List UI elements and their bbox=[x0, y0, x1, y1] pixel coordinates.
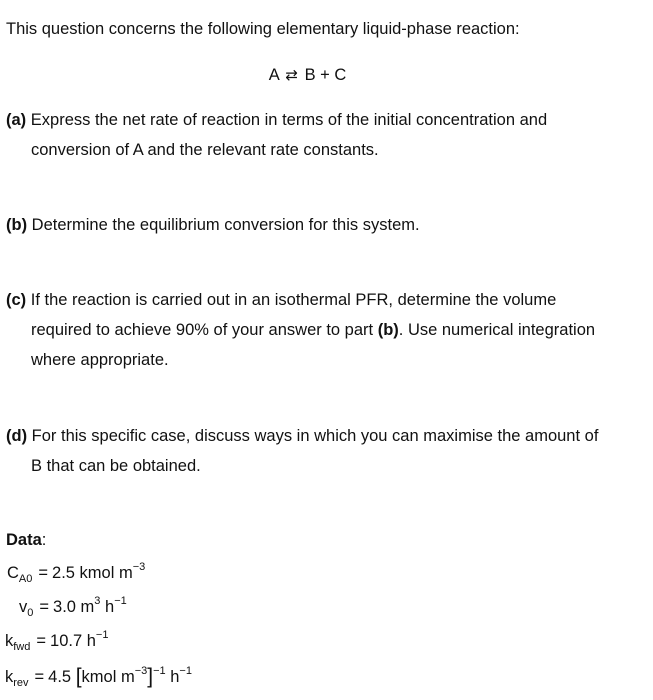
part-a-line-2 bbox=[31, 140, 379, 160]
data-row-kfwd bbox=[5, 630, 108, 652]
v0-equals: = bbox=[39, 598, 50, 616]
kfwd-subscript: fwd bbox=[13, 641, 31, 653]
v0-letter: v bbox=[19, 598, 28, 616]
part-d-line-1 bbox=[6, 426, 598, 446]
krev-letter: k bbox=[5, 668, 14, 686]
part-c-line-2 bbox=[31, 320, 595, 340]
v0-exponent-1: 3 bbox=[94, 595, 101, 607]
ca0-value: 2.5 kmol m bbox=[52, 564, 133, 582]
reactant-a: A bbox=[268, 66, 279, 84]
krev-symbol bbox=[5, 666, 29, 688]
krev-subscript: rev bbox=[13, 677, 29, 689]
krev-value: 4.5 bbox=[48, 668, 72, 686]
ca0-symbol bbox=[7, 562, 32, 584]
kfwd-exponent: −1 bbox=[95, 629, 109, 641]
krev-inner-unit: kmol m bbox=[81, 668, 135, 686]
intro-sentence: This question concerns the following elementary liquid-phase reaction: bbox=[6, 20, 520, 38]
part-c-line-3 bbox=[31, 350, 169, 370]
part-d-text-2: B that can be obtained. bbox=[31, 457, 201, 475]
v0-unit-hour: h bbox=[100, 598, 115, 616]
part-d-label: (d) bbox=[6, 427, 28, 445]
kfwd-value: 10.7 h bbox=[50, 632, 96, 650]
ca0-exponent: −3 bbox=[132, 561, 146, 573]
part-d-text-1: For this specific case, discuss ways in which you can maximise the amount of bbox=[31, 427, 599, 445]
part-c-text-1: If the reaction is carried out in an isothermal PFR, determine the volume bbox=[30, 291, 557, 309]
ca0-letter: C bbox=[7, 564, 19, 582]
krev-unit-hour: h bbox=[165, 668, 180, 686]
kfwd-equals: = bbox=[36, 632, 47, 650]
reaction-products: B + C bbox=[304, 66, 347, 84]
ca0-subscript: A0 bbox=[18, 573, 33, 585]
krev-inner-exponent: −3 bbox=[134, 665, 148, 677]
part-c-label: (c) bbox=[6, 291, 27, 309]
part-b-label: (b) bbox=[6, 216, 28, 234]
part-a-text-2: conversion of A and the relevant rate constants. bbox=[31, 141, 379, 159]
data-heading-colon: : bbox=[41, 531, 47, 549]
krev-outer-exponent: −1 bbox=[153, 665, 166, 677]
part-b-text-1: Determine the equilibrium conversion for this system. bbox=[31, 216, 420, 234]
data-row-krev bbox=[5, 666, 192, 688]
v0-exponent-2: −1 bbox=[114, 595, 127, 607]
part-c-ref-b: (b) bbox=[377, 321, 399, 339]
data-row-v0 bbox=[19, 596, 127, 618]
ca0-equals: = bbox=[38, 564, 49, 582]
part-a-label: (a) bbox=[6, 111, 27, 129]
reaction-equation bbox=[0, 65, 615, 86]
krev-unit-exponent: −1 bbox=[179, 665, 192, 677]
v0-value: 3.0 m bbox=[53, 598, 95, 616]
part-c-text-2a: required to achieve 90% of your answer to part bbox=[31, 321, 378, 339]
data-heading-label: Data bbox=[6, 531, 42, 549]
kfwd-symbol bbox=[5, 630, 30, 652]
part-c-text-3: where appropriate. bbox=[31, 351, 169, 369]
v0-symbol bbox=[19, 596, 33, 618]
part-b-line-1 bbox=[6, 215, 420, 235]
v0-subscript: 0 bbox=[27, 607, 34, 619]
part-a-line-1 bbox=[6, 110, 547, 130]
data-heading bbox=[6, 530, 46, 550]
part-c-text-2b: . Use numerical integration bbox=[398, 321, 596, 339]
data-row-ca0 bbox=[7, 562, 145, 584]
krev-equals: = bbox=[34, 668, 45, 686]
part-a-text-1: Express the net rate of reaction in terms of the initial concentration and bbox=[30, 111, 548, 129]
kfwd-letter: k bbox=[5, 632, 14, 650]
part-c-line-1 bbox=[6, 290, 556, 310]
equilibrium-arrow-icon: ⇄ bbox=[285, 67, 298, 84]
intro-text bbox=[6, 19, 520, 39]
part-d-line-2 bbox=[31, 456, 201, 476]
krev-bracket-close: ] bbox=[147, 665, 154, 688]
krev-bracket-open: [ bbox=[75, 665, 82, 688]
